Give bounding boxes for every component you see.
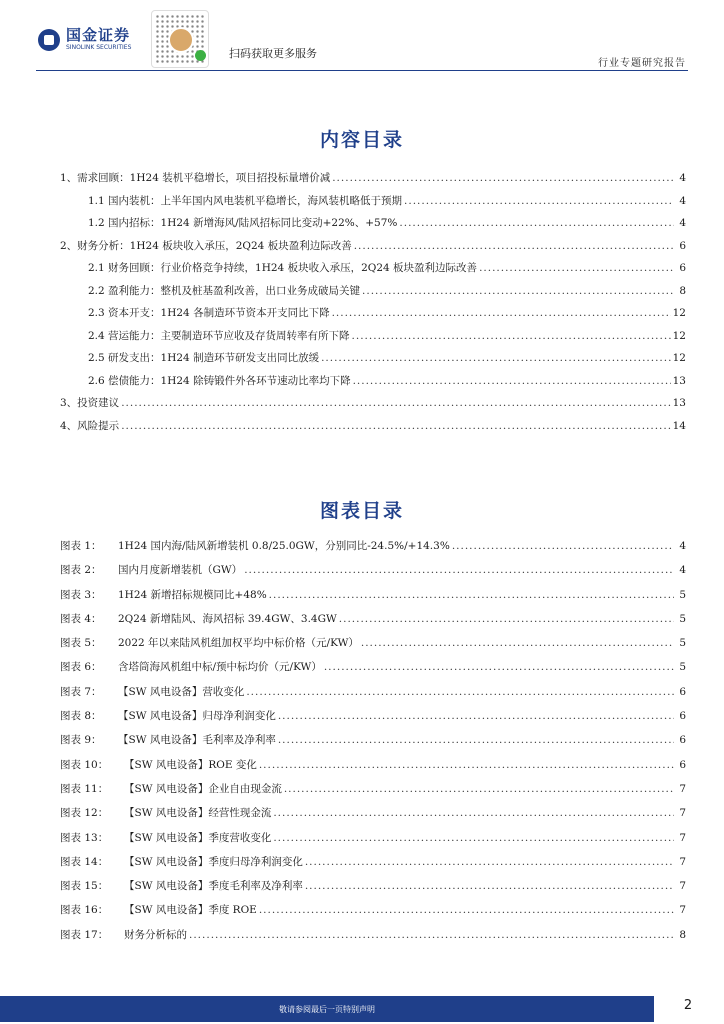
toc-entry[interactable]	[60, 350, 686, 373]
toc-entry[interactable]	[60, 395, 686, 418]
toc-entry-label: 4、风险提示	[60, 419, 120, 432]
figures-title: 图表目录	[319, 500, 404, 522]
dot-leader	[259, 904, 674, 916]
dot-leader	[121, 420, 670, 432]
figure-entry-page: 5	[679, 661, 686, 674]
figure-entry-number: 图表 4：	[60, 612, 102, 625]
figure-entry-label: 【SW 风电设备】季度归母净利润变化	[124, 855, 303, 868]
toc-title: 内容目录	[319, 129, 404, 151]
toc-entry[interactable]	[60, 328, 686, 351]
toc-entry-page: 4	[679, 172, 686, 184]
figure-entry-number: 图表 1：	[60, 540, 102, 552]
figure-entry-page: 4	[679, 540, 686, 552]
figure-entry-label: 【SW 风电设备】季度营收变化	[124, 831, 272, 844]
logo-name-cn: 国金证券	[66, 26, 131, 44]
figure-entry[interactable]	[60, 781, 686, 805]
dot-leader	[332, 307, 671, 319]
dot-leader	[452, 540, 674, 552]
figure-entry-page: 5	[679, 612, 686, 625]
toc-entry-page: 14	[672, 419, 686, 432]
figure-entry-label: 1H24 国内海/陆风新增装机 0.8/25.0GW，分别同比-24.5%/+14.3%	[118, 540, 450, 552]
figure-entry-label: 2022 年以来陆风机组加权平均中标价格（元/KW）	[118, 637, 359, 650]
dot-leader	[332, 172, 674, 184]
figure-entry-page: 7	[679, 855, 686, 868]
dot-leader	[284, 783, 674, 795]
toc-entry-label: 1、需求回顾：1H24 装机平稳增长，项目招投标量增价减	[60, 172, 331, 184]
figure-entry[interactable]	[60, 587, 686, 611]
figure-entry-page: 4	[679, 564, 686, 577]
dot-leader	[259, 759, 674, 771]
toc-entry-label: 3、投资建议	[60, 397, 120, 409]
figure-entry-number: 图表 10：	[60, 758, 109, 771]
figure-entry-page: 7	[679, 904, 686, 917]
page-number: 2	[683, 998, 693, 1013]
figure-entry[interactable]	[60, 732, 686, 756]
figure-entry-number: 图表 8：	[60, 710, 102, 723]
figure-entry-page: 5	[679, 588, 686, 601]
toc-entry-label: 2.3 资本开支：1H24 各制造环节资本开支同比下降	[88, 307, 330, 319]
toc-entry[interactable]	[60, 418, 686, 441]
figure-entry-page: 5	[679, 637, 686, 650]
figure-entry[interactable]	[60, 659, 686, 683]
figure-entry-page: 8	[679, 928, 686, 941]
dot-leader	[352, 330, 671, 342]
figure-entry[interactable]	[60, 927, 686, 951]
report-type-label: 行业专题研究报告	[598, 58, 686, 69]
figure-entry[interactable]	[60, 684, 686, 708]
dot-leader	[246, 686, 674, 698]
figure-entry-number: 图表 17：	[60, 928, 109, 941]
toc-entry-label: 2、财务分析：1H24 板块收入承压，2Q24 板块盈利边际改善	[60, 239, 352, 252]
dot-leader	[353, 375, 671, 387]
footer-disclaimer: 敬请参阅最后一页特别声明	[279, 1004, 375, 1014]
dot-leader	[273, 832, 674, 844]
figure-entry-label: 【SW 风电设备】经营性现金流	[124, 807, 272, 820]
figure-entry-number: 图表 12：	[60, 807, 109, 820]
toc-entry[interactable]	[60, 373, 686, 396]
figure-entry-page: 6	[679, 758, 686, 771]
figure-entry-number: 图表 3：	[60, 588, 102, 601]
figure-entry[interactable]	[60, 902, 686, 926]
toc-entry-label: 2.4 营运能力：主要制造环节应收及存货周转率有所下降	[88, 329, 350, 342]
toc-entry[interactable]	[60, 193, 686, 216]
figure-entry-number: 图表 14：	[60, 855, 109, 868]
figure-list	[60, 538, 686, 951]
dot-leader	[278, 710, 674, 722]
figure-entry-page: 7	[679, 782, 686, 795]
figure-entry-number: 图表 11：	[60, 782, 109, 795]
dot-leader	[305, 856, 674, 868]
figure-entry-label: 2Q24 新增陆风、海风招标 39.4GW、3.4GW	[118, 612, 337, 625]
dot-leader	[121, 397, 670, 409]
figure-entry-number: 图表 5：	[60, 637, 102, 650]
dot-leader	[324, 661, 674, 673]
scan-prompt: 扫码获取更多服务	[229, 47, 317, 60]
figure-entry-label: 【SW 风电设备】季度毛利率及净利率	[124, 880, 303, 893]
toc-entry-label: 2.2 盈利能力：整机及桩基盈利改善，出口业务成破局关键	[88, 284, 361, 297]
toc-entry-page: 8	[679, 284, 686, 297]
figure-entry-label: 含塔筒海风机组中标/预中标均价（元/KW）	[118, 661, 322, 674]
figure-entry-page: 7	[679, 831, 686, 844]
figure-entry[interactable]	[60, 805, 686, 829]
dot-leader	[354, 240, 674, 252]
figure-entry-label: 【SW 风电设备】归母净利润变化	[118, 710, 276, 723]
toc-entry[interactable]	[60, 170, 686, 193]
figure-entry-page: 7	[679, 807, 686, 820]
dot-leader	[321, 352, 671, 364]
figure-entry-label: 财务分析标的	[124, 928, 187, 941]
figure-entry[interactable]	[60, 635, 686, 659]
toc-entry-page: 13	[672, 397, 686, 409]
toc-entry[interactable]	[60, 260, 686, 283]
dot-leader	[362, 285, 674, 297]
figure-entry-label: 【SW 风电设备】企业自由现金流	[124, 782, 282, 795]
company-logo	[38, 28, 131, 51]
page-header	[0, 0, 724, 70]
toc-entry[interactable]	[60, 283, 686, 306]
table-of-contents	[60, 170, 686, 440]
figure-entry-number: 图表 15：	[60, 880, 109, 893]
qr-code-icon	[151, 10, 209, 68]
figure-entry[interactable]	[60, 878, 686, 902]
figure-entry[interactable]	[60, 538, 686, 562]
dot-leader	[479, 262, 674, 274]
figure-entry-page: 6	[679, 710, 686, 723]
figure-entry[interactable]	[60, 854, 686, 878]
figure-entry[interactable]	[60, 611, 686, 635]
figure-entry-page: 7	[679, 880, 686, 893]
figure-entry-page: 6	[679, 734, 686, 747]
toc-entry[interactable]	[60, 305, 686, 328]
dot-leader	[278, 734, 674, 746]
figure-entry-number: 图表 9：	[60, 734, 102, 747]
toc-entry-page: 13	[672, 374, 686, 387]
header-divider	[36, 70, 688, 71]
figure-entry-number: 图表 13：	[60, 831, 109, 844]
figure-entry-page: 6	[679, 685, 686, 698]
figure-entry[interactable]	[60, 562, 686, 586]
toc-entry-page: 4	[679, 194, 686, 207]
dot-leader	[305, 880, 674, 892]
dot-leader	[399, 217, 674, 229]
figure-entry-label: 国内月度新增装机（GW）	[118, 564, 243, 577]
figure-entry-label: 【SW 风电设备】毛利率及净利率	[118, 734, 276, 747]
dot-leader	[361, 637, 674, 649]
toc-entry-page: 12	[672, 307, 686, 319]
toc-entry-label: 1.1 国内装机：上半年国内风电装机平稳增长，海风装机略低于预期	[88, 194, 403, 207]
figure-entry-label: 【SW 风电设备】营收变化	[118, 685, 245, 698]
figure-entry-number: 图表 7：	[60, 685, 102, 698]
figure-entry-label: 1H24 新增招标规模同比+48%	[118, 588, 267, 601]
toc-entry-page: 12	[672, 352, 686, 364]
toc-entry[interactable]	[60, 238, 686, 261]
logo-icon	[38, 29, 60, 51]
toc-entry-page: 6	[679, 262, 686, 274]
figure-entry-label: 【SW 风电设备】ROE 变化	[124, 758, 257, 771]
figure-entry[interactable]	[60, 830, 686, 854]
footer-bar	[0, 996, 654, 1022]
toc-entry-label: 2.1 财务回顾：行业价格竞争持续，1H24 板块收入承压，2Q24 板块盈利边际改善	[88, 262, 478, 274]
logo-name-en: SINOLINK SECURITIES	[66, 44, 132, 51]
toc-entry-label: 1.2 国内招标：1H24 新增海风/陆风招标同比变动+22%、+57%	[88, 217, 398, 229]
dot-leader	[269, 589, 674, 601]
figure-entry-label: 【SW 风电设备】季度 ROE	[124, 904, 257, 917]
dot-leader	[244, 564, 674, 576]
figure-entry-number: 图表 2：	[60, 564, 102, 577]
dot-leader	[273, 807, 674, 819]
dot-leader	[339, 613, 674, 625]
figure-entry-number: 图表 16：	[60, 904, 109, 917]
toc-entry-label: 2.5 研发支出：1H24 制造环节研发支出同比放缓	[88, 352, 320, 364]
figure-entry-number: 图表 6：	[60, 661, 102, 674]
figure-entry[interactable]	[60, 708, 686, 732]
toc-entry-page: 6	[679, 239, 686, 252]
dot-leader	[404, 195, 674, 207]
toc-entry[interactable]	[60, 215, 686, 238]
toc-entry-page: 4	[679, 217, 686, 229]
toc-entry-label: 2.6 偿债能力：1H24 除铸锻件外各环节速动比率均下降	[88, 374, 351, 387]
dot-leader	[189, 929, 674, 941]
toc-entry-page: 12	[672, 329, 686, 342]
figure-entry[interactable]	[60, 757, 686, 781]
